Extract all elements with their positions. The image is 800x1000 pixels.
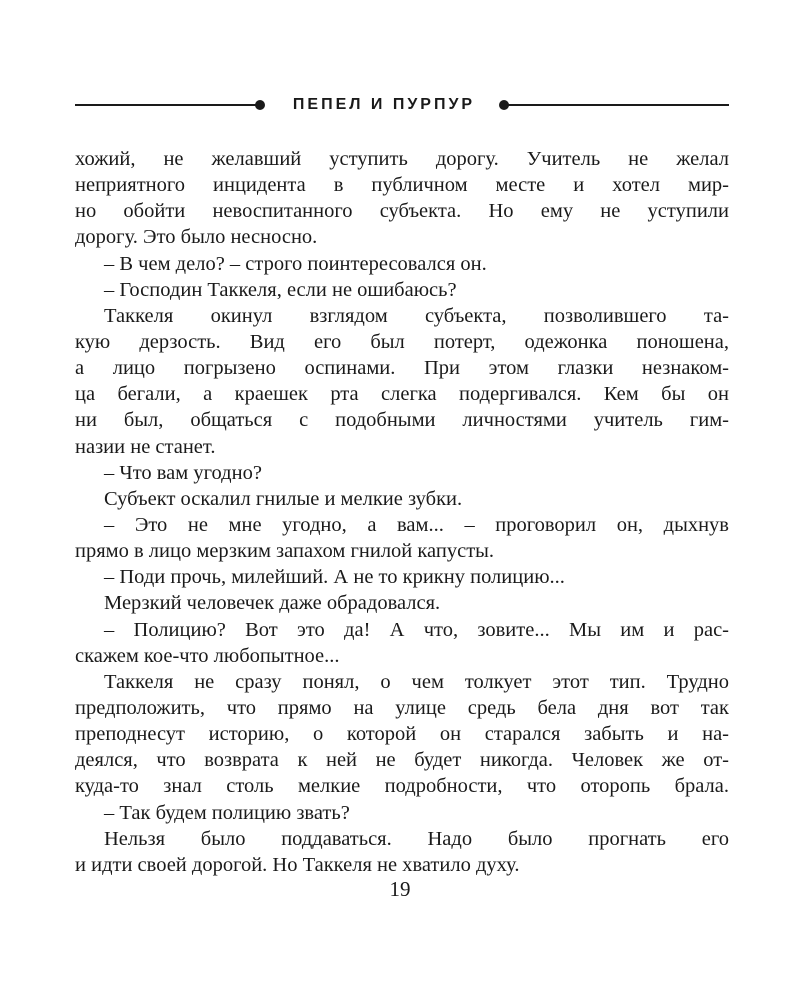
text-line: ца бегали, а краешек рта слегка подергивался. Кем бы он <box>75 383 729 406</box>
text-line: – В чем дело? – строго поинтересовался он. <box>104 252 487 275</box>
text-line: хожий, не желавший уступить дорогу. Учитель не желал <box>75 148 729 170</box>
text-line: преподнесут историю, о которой он старался забыть и на- <box>75 723 729 746</box>
text-line: Таккеля не сразу понял, о чем толкует этот тип. Трудно <box>104 670 729 693</box>
header-bullet-left <box>255 100 265 110</box>
text-line: – Полицию? Вот это да! А что, зовите... Мы им и рас- <box>104 618 729 641</box>
running-header <box>75 93 729 117</box>
text-line: Мерзкий человечек даже обрадовался. <box>104 592 441 615</box>
text-line: неприятного инцидента в публичном месте и хотел мир- <box>75 174 729 197</box>
text-line: назии не станет. <box>75 435 216 458</box>
text-line: Субъект оскалил гнилые и мелкие зубки. <box>104 487 463 510</box>
text-line: – Господин Таккеля, если не ошибаюсь? <box>104 278 457 301</box>
text-line: предположить, что прямо на улице средь бела дня вот так <box>75 696 729 719</box>
header-rule-right <box>507 104 729 106</box>
page-number: 19 <box>389 877 411 901</box>
text-line: Нельзя было поддаваться. Надо было прогнать его <box>104 827 729 850</box>
header-rule-left <box>75 104 258 106</box>
text-line: скажем кое-что любопытное... <box>75 644 340 667</box>
text-line: Таккеля окинул взглядом субъекта, позволившего та- <box>104 304 729 327</box>
text-line: куда-то знал столь мелкие подробности, что оторопь брала. <box>75 775 729 798</box>
text-line: прямо в лицо мерзким запахом гнилой капусты. <box>75 540 495 563</box>
text-line: – Что вам угодно? <box>104 461 262 484</box>
text-line: ни был, общаться с подобными личностями учитель гим- <box>75 409 729 432</box>
text-line: но обойти невоспитанного субъекта. Но ему не уступили <box>75 200 729 223</box>
running-title: ПЕПЕЛ И ПУРПУР <box>292 96 476 113</box>
text-line: а лицо погрызено оспинами. При этом глазки незнаком- <box>75 357 729 380</box>
text-line: дорогу. Это было несносно. <box>75 226 318 249</box>
text-line: – Поди прочь, милейший. А не то крикну полицию... <box>104 566 565 589</box>
text-line: – Это не мне угодно, а вам... – проговорил он, дыхнув <box>104 513 729 536</box>
text-line: и идти своей дорогой. Но Таккеля не хватило духу. <box>75 853 520 876</box>
text-line: деялся, что возврата к ней не будет никогда. Человек же от- <box>75 749 729 772</box>
text-line: – Так будем полицию звать? <box>104 801 350 824</box>
body-text <box>75 146 729 878</box>
text-line: кую дерзость. Вид его был потерт, одежонка поношена, <box>75 330 729 353</box>
